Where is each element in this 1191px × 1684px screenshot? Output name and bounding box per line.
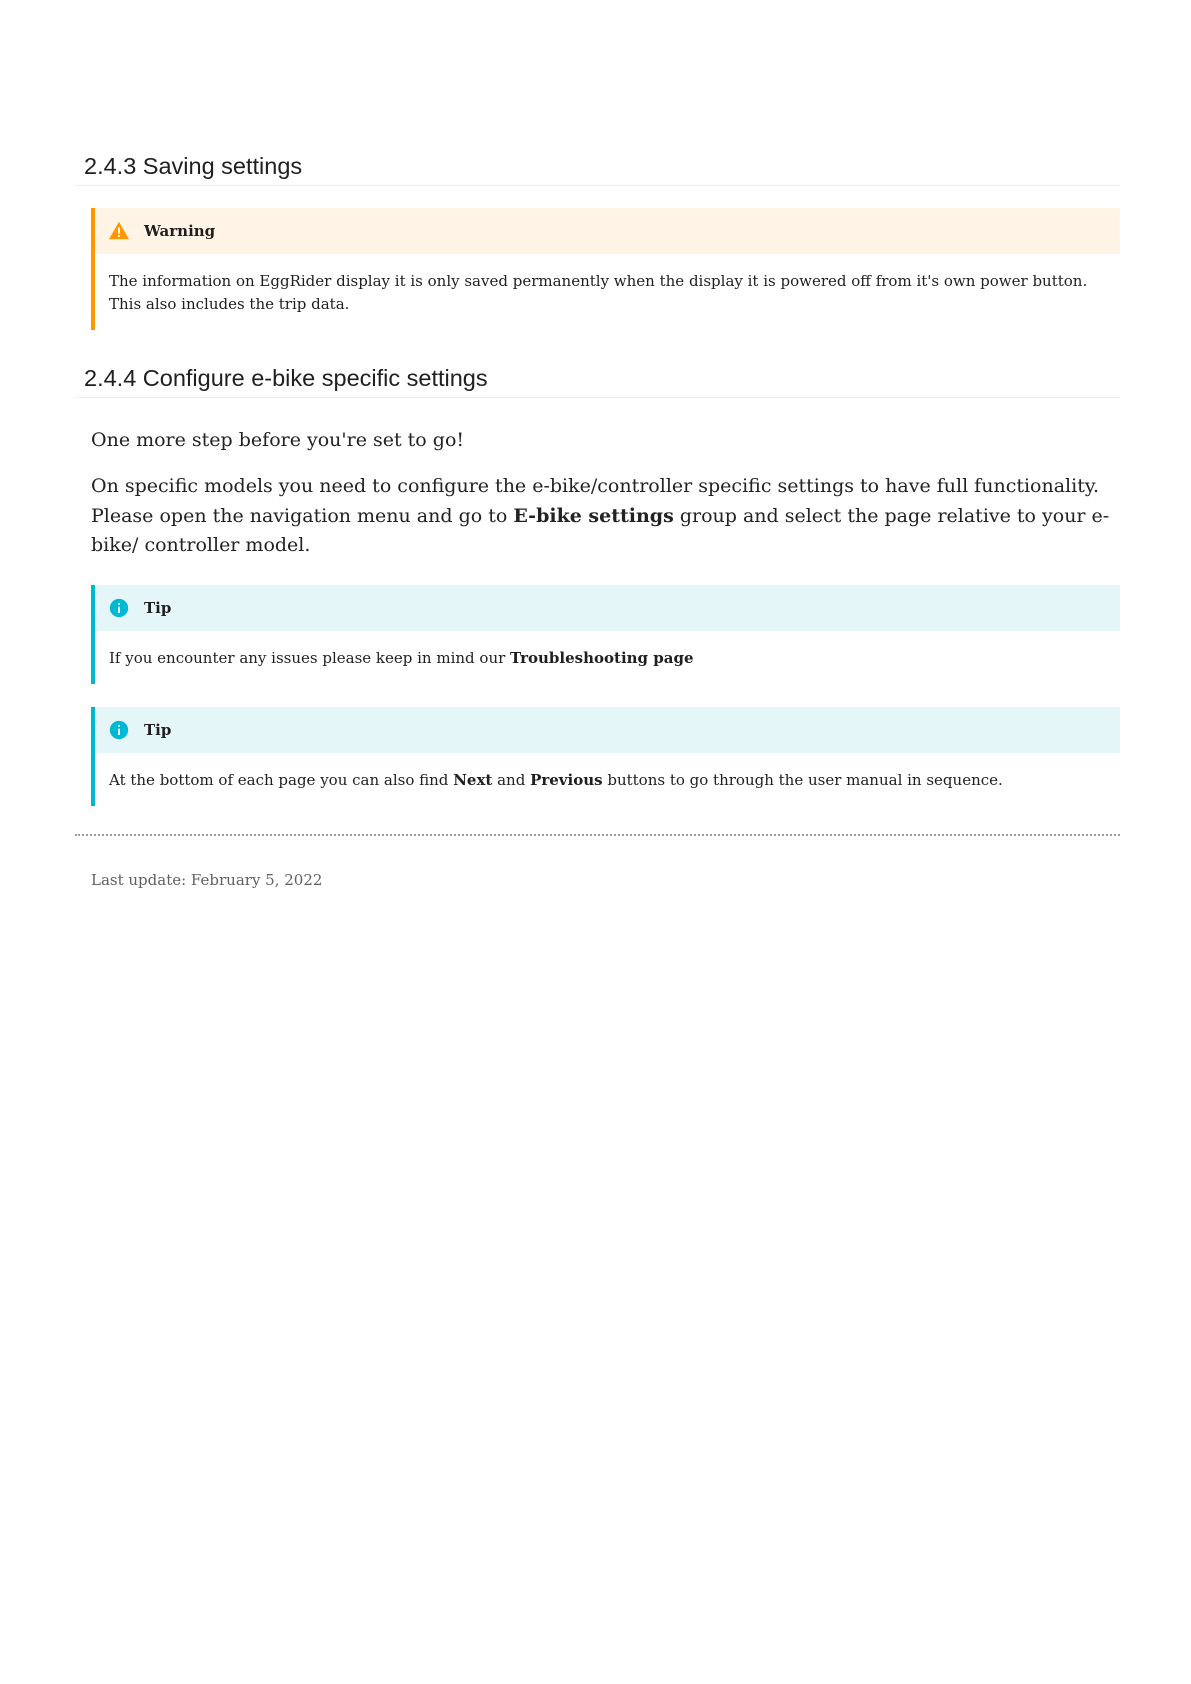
admonition-body: The information on EggRider display it is only saved permanently when the display it is powered off from it's own power button. This also includes the trip data. xyxy=(109,272,1088,314)
footer-divider xyxy=(75,834,1120,836)
tip-text: If you encounter any issues please keep in mind our xyxy=(109,648,511,667)
admonition-title-text: Warning xyxy=(144,222,216,241)
tip-text: buttons to go through the user manual in sequence. xyxy=(602,770,1003,789)
paragraph-text: group and select the page relative to your e-bike/ controller model. xyxy=(91,504,1110,557)
tip-text: At the bottom of each page you can also find xyxy=(109,770,454,789)
lead-paragraph: One more step before you're set to go! xyxy=(91,429,465,452)
document-page xyxy=(75,148,1120,889)
admonition-title xyxy=(95,208,1120,254)
warning-triangle-icon xyxy=(108,220,130,242)
ebike-settings-bold: E-bike settings xyxy=(513,504,674,527)
next-bold: Next xyxy=(453,770,493,789)
tip-text: and xyxy=(492,770,531,789)
admonition-body xyxy=(95,631,1120,670)
section-configure-ebike xyxy=(75,360,1120,806)
section-heading: 2.4.3 Saving settings xyxy=(75,148,1120,186)
troubleshooting-page-link[interactable]: Troubleshooting page xyxy=(510,648,694,667)
previous-bold: Previous xyxy=(530,770,603,789)
admonition-title xyxy=(95,707,1120,753)
paragraph-text: On specific models you need to configure the e-bike/controller specific settings to have full functionality. Please open the navigation menu and go to xyxy=(91,475,1100,527)
admonition-body xyxy=(95,753,1120,792)
section-heading: 2.4.4 Configure e-bike specific settings xyxy=(75,360,1120,398)
instructions-paragraph xyxy=(91,472,1120,561)
admonition-title-text: Tip xyxy=(144,598,172,617)
warning-admonition xyxy=(91,208,1120,330)
info-circle-icon xyxy=(108,597,130,619)
section-saving-settings xyxy=(75,148,1120,330)
last-update-text: Last update: February 5, 2022 xyxy=(91,870,323,889)
tip-admonition xyxy=(91,585,1120,684)
admonition-title xyxy=(95,585,1120,631)
info-circle-icon xyxy=(108,719,130,741)
admonition-title-text: Tip xyxy=(144,720,172,739)
tip-admonition xyxy=(91,707,1120,806)
